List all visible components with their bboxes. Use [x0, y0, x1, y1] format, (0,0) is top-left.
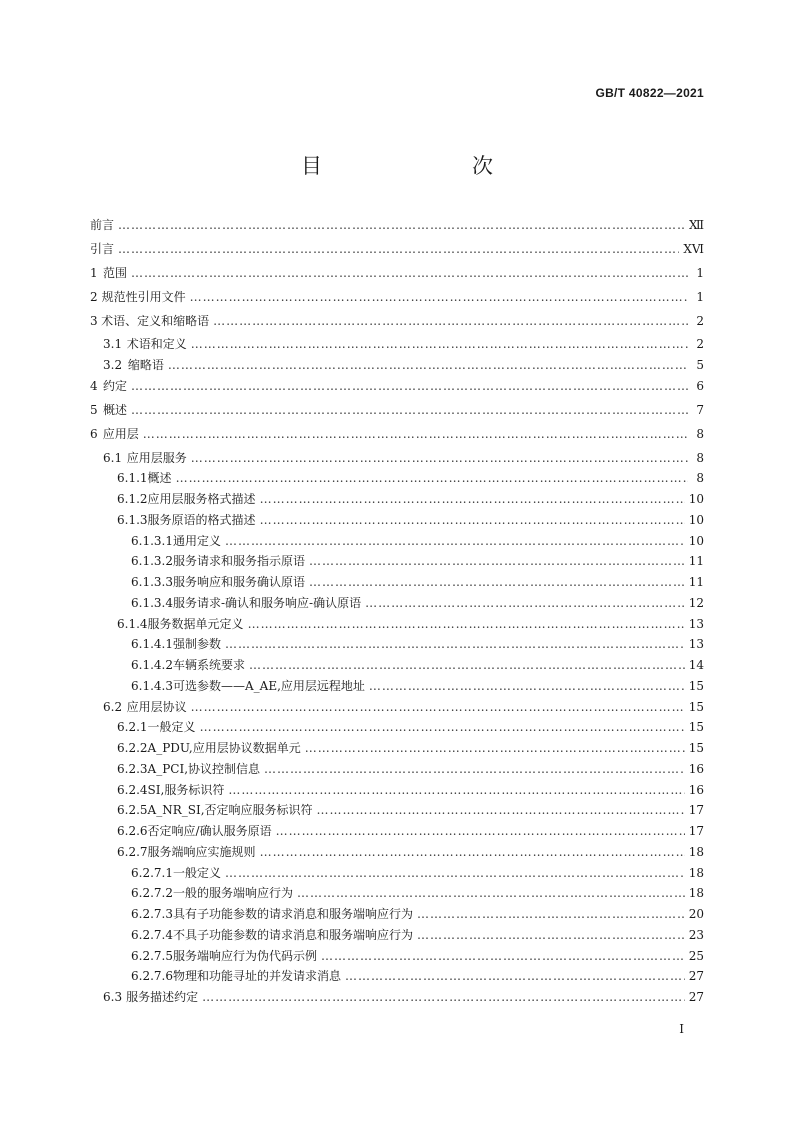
toc-entry[interactable] [90, 532, 704, 553]
toc-entry[interactable] [90, 288, 704, 312]
toc-entry-number: 6.1.4.1 [131, 637, 173, 652]
toc-leader-dots [190, 290, 688, 304]
toc-entry-label: 应用层服务格式描述 [147, 492, 256, 507]
toc-entry-label: 一般的服务端响应行为 [172, 886, 293, 901]
toc-entry-page: 14 [688, 658, 704, 673]
toc-leader-dots [225, 866, 685, 880]
toc-entry-number: 6.1.1 [117, 471, 148, 486]
toc-entry-page: 11 [688, 554, 704, 569]
toc-entry[interactable] [90, 698, 704, 719]
toc-entry-label: 服务响应和服务确认原语 [172, 575, 305, 590]
toc-entry-number: 6.2.4 [117, 782, 148, 797]
toc-entry[interactable] [90, 425, 704, 449]
toc-entry-page: Ⅻ [688, 218, 704, 232]
toc-entry-number: 6.1.4.3 [131, 678, 173, 693]
toc-entry[interactable] [90, 356, 704, 377]
toc-leader-dots [417, 928, 685, 942]
toc-entry-number: 6.1.3.1 [131, 533, 173, 548]
toc-entry-page: 8 [696, 471, 704, 486]
toc-entry-label: 应用层服务 [126, 450, 187, 465]
toc-leader-dots [168, 358, 688, 372]
toc-leader-dots [260, 845, 685, 859]
toc-entry-number: 6.3 [103, 990, 123, 1005]
toc-entry[interactable] [90, 988, 704, 1009]
toc-entry-label: 概述 [147, 471, 172, 486]
toc-entry-label: 术语和定义 [126, 337, 187, 352]
toc-entry-page: 15 [688, 720, 704, 735]
toc-entry-label: 一般定义 [172, 865, 221, 880]
toc-leader-dots [248, 617, 685, 631]
toc-leader-dots [118, 242, 679, 256]
toc-leader-dots [213, 314, 688, 328]
toc-entry-page: 8 [696, 426, 704, 441]
toc-leader-dots [143, 427, 688, 441]
toc-entry[interactable] [90, 335, 704, 356]
toc-leader-dots [176, 471, 688, 485]
toc-leader-dots [228, 783, 684, 797]
toc-entry-number: 4 [90, 378, 98, 393]
toc-entry-page: 18 [688, 844, 704, 859]
toc-entry-label: 缩略语 [127, 358, 164, 373]
toc-entry-label: 服务原语的格式描述 [147, 512, 256, 527]
toc-entry-page: 10 [688, 533, 704, 548]
toc-leader-dots [264, 762, 685, 776]
toc-entry-number: 6.1.3 [117, 512, 148, 527]
toc-entry-page: 16 [688, 782, 704, 797]
toc-entry-label: 否定响应/确认服务原语 [147, 824, 272, 839]
toc-entry-page: 12 [688, 595, 704, 610]
toc-entry-label: 通用定义 [172, 533, 221, 548]
toc-entry[interactable] [90, 552, 704, 573]
toc-entry-page: 16 [688, 761, 704, 776]
toc-entry-page: 15 [688, 741, 704, 756]
page-title: 目 次 [301, 154, 529, 178]
toc-entry[interactable] [90, 864, 704, 885]
toc-leader-dots [309, 575, 685, 589]
toc-entry-number: 6.2.6 [117, 824, 148, 839]
toc-entry[interactable] [90, 216, 704, 240]
toc-entry-page: 10 [688, 512, 704, 527]
standard-code: GB/T 40822—2021 [595, 86, 704, 100]
toc-entry-label: 应用层协议 [126, 699, 187, 714]
toc-entry-label: 术语、定义和缩略语 [101, 313, 210, 328]
toc-entry[interactable] [90, 677, 704, 698]
toc-entry-number: 6.2.3 [117, 761, 148, 776]
toc-entry-label: 概述 [102, 402, 127, 417]
toc-entry-number: 1 [90, 265, 98, 280]
toc-entry[interactable] [90, 264, 704, 288]
toc-entry-number: 6.1.2 [117, 492, 148, 507]
toc-entry[interactable] [90, 490, 704, 511]
toc-entry-number: 6.2 [103, 699, 123, 714]
toc-entry-number: 6.2.7 [117, 844, 148, 859]
toc-entry-number: 6.2.7.6 [131, 969, 173, 984]
toc-entry-number: 6.1.3.4 [131, 595, 173, 610]
toc-leader-dots [260, 492, 685, 506]
toc-entry[interactable] [90, 377, 704, 401]
toc-entry[interactable] [90, 926, 704, 947]
toc-entry-number: 6.2.7.4 [131, 927, 173, 942]
toc-entry-page: 8 [696, 450, 704, 465]
toc-entry-label: 一般定义 [147, 720, 196, 735]
toc-entry-number: 6.1.4.2 [131, 658, 173, 673]
toc-leader-dots [365, 596, 685, 610]
toc-leader-dots [225, 637, 685, 651]
toc-entry-label: 服务描述约定 [126, 990, 199, 1005]
toc-entry-page: 2 [696, 337, 704, 352]
toc-entry-number: 6 [90, 426, 98, 441]
toc-entry[interactable] [90, 947, 704, 968]
toc-entry[interactable] [90, 822, 704, 843]
toc-entry-number: 5 [90, 402, 98, 417]
toc-entry-number: 6.2.5 [117, 803, 148, 818]
toc-entry-page: 25 [688, 948, 704, 963]
toc-leader-dots [417, 907, 685, 921]
toc-leader-dots [317, 803, 685, 817]
toc-leader-dots [321, 949, 685, 963]
toc-entry-number: 6.2.2 [117, 741, 148, 756]
toc-leader-dots [131, 266, 688, 280]
toc-entry-label: A_PCI,协议控制信息 [147, 761, 261, 776]
toc-entry[interactable] [90, 401, 704, 425]
toc-leader-dots [297, 886, 685, 900]
toc-entry-label: A_PDU,应用层协议数据单元 [147, 741, 301, 756]
toc-entry-label: 车辆系统要求 [172, 658, 245, 673]
toc-entry-page: 18 [688, 865, 704, 880]
toc-entry-label: 服务数据单元定义 [147, 616, 244, 631]
toc-entry-label: 物理和功能寻址的并发请求消息 [172, 969, 341, 984]
toc-entry-number: 2 [90, 289, 98, 304]
toc-entry-number: 6.1.4 [117, 616, 148, 631]
toc-leader-dots [249, 658, 685, 672]
toc-entry[interactable] [90, 884, 704, 905]
toc-entry-label: 约定 [102, 378, 127, 393]
toc-entry-label: SI,服务标识符 [147, 782, 225, 797]
toc-entry-number: 3.1 [103, 337, 123, 352]
toc-entry-page: 27 [688, 990, 704, 1005]
toc-entry[interactable] [90, 469, 704, 490]
toc-entry-number: 6.2.7.5 [131, 948, 173, 963]
toc-leader-dots [276, 824, 685, 838]
toc-leader-dots [118, 218, 685, 232]
toc-entry-label: 规范性引用文件 [101, 289, 186, 304]
toc-entry[interactable] [90, 843, 704, 864]
toc-entry-number: 3.2 [103, 358, 123, 373]
toc-entry[interactable] [90, 594, 704, 615]
toc-entry-label: 前言 [90, 218, 115, 232]
toc-entry-page: 17 [688, 824, 704, 839]
toc-entry[interactable] [90, 656, 704, 677]
toc-entry-number: 3 [90, 313, 98, 328]
toc-entry-label: 服务请求和服务指示原语 [172, 554, 305, 569]
toc-entry-number: 6.2.1 [117, 720, 148, 735]
toc-entry[interactable] [90, 635, 704, 656]
toc-leader-dots [191, 337, 688, 351]
toc-entry-page: 11 [688, 575, 704, 590]
toc-entry-page: 1 [696, 289, 704, 304]
toc-entry-label: 服务请求-确认和服务响应-确认原语 [172, 595, 362, 610]
toc-entry-number: 6.1.3.2 [131, 554, 173, 569]
toc-entry-label: 强制参数 [172, 637, 221, 652]
toc-entry[interactable] [90, 240, 704, 264]
toc-leader-dots [225, 534, 685, 548]
toc-entry[interactable] [90, 449, 704, 470]
toc-entry-number: 6.2.7.3 [131, 907, 173, 922]
toc-entry[interactable] [90, 312, 704, 336]
toc-entry-page: 18 [688, 886, 704, 901]
toc-entry-number: 6.2.7.1 [131, 865, 173, 880]
toc-leader-dots [369, 679, 685, 693]
toc-leader-dots [202, 990, 685, 1004]
toc-entry[interactable] [90, 718, 704, 739]
footer-page-number: Ⅰ [679, 1022, 684, 1036]
toc-entry-number: 6.1 [103, 450, 123, 465]
toc-entry[interactable] [90, 615, 704, 636]
toc-entry-page: 20 [688, 907, 704, 922]
toc-entry-label: 可选参数——A_AE,应用层远程地址 [172, 678, 365, 693]
toc-entry[interactable] [90, 967, 704, 988]
toc-entry[interactable] [90, 511, 704, 532]
toc-entry-label: A_NR_SI,否定响应服务标识符 [147, 803, 313, 818]
toc-entry-label: 引言 [90, 241, 115, 256]
toc-entry-page: ⅩⅥ [683, 241, 704, 256]
toc-entry-label: 具有子功能参数的请求消息和服务端响应行为 [172, 907, 413, 922]
toc-entry-label: 应用层 [102, 426, 139, 441]
toc-entry-page: 2 [696, 313, 704, 328]
toc-entry-page: 7 [696, 402, 704, 417]
toc-entry-page: 13 [688, 616, 704, 631]
toc-entry[interactable] [90, 573, 704, 594]
toc-entry-label: 服务端响应实施规则 [147, 844, 256, 859]
toc-entry-page: 17 [688, 803, 704, 818]
toc-entry-page: 15 [688, 699, 704, 714]
toc-leader-dots [305, 741, 685, 755]
toc-entry[interactable] [90, 905, 704, 926]
toc-leader-dots [309, 554, 685, 568]
toc-entry-page: 6 [696, 378, 704, 393]
toc-entry[interactable] [90, 781, 704, 802]
toc-entry[interactable] [90, 739, 704, 760]
table-of-contents [90, 216, 704, 1009]
toc-entry-page: 10 [688, 492, 704, 507]
toc-leader-dots [345, 969, 685, 983]
toc-entry-page: 13 [688, 637, 704, 652]
toc-entry-page: 5 [696, 358, 704, 373]
toc-entry[interactable] [90, 760, 704, 781]
toc-leader-dots [200, 720, 685, 734]
toc-entry-number: 6.1.3.3 [131, 575, 173, 590]
toc-leader-dots [191, 700, 685, 714]
toc-leader-dots [131, 379, 688, 393]
toc-leader-dots [131, 403, 688, 417]
toc-entry-page: 15 [688, 678, 704, 693]
toc-entry[interactable] [90, 801, 704, 822]
toc-entry-page: 1 [696, 265, 704, 280]
toc-leader-dots [191, 451, 688, 465]
toc-entry-page: 23 [688, 927, 704, 942]
toc-entry-label: 服务端响应行为伪代码示例 [172, 948, 317, 963]
toc-entry-label: 范围 [102, 265, 127, 280]
toc-entry-page: 27 [688, 969, 704, 984]
toc-entry-label: 不具子功能参数的请求消息和服务端响应行为 [172, 927, 413, 942]
toc-entry-number: 6.2.7.2 [131, 886, 173, 901]
toc-leader-dots [260, 513, 685, 527]
